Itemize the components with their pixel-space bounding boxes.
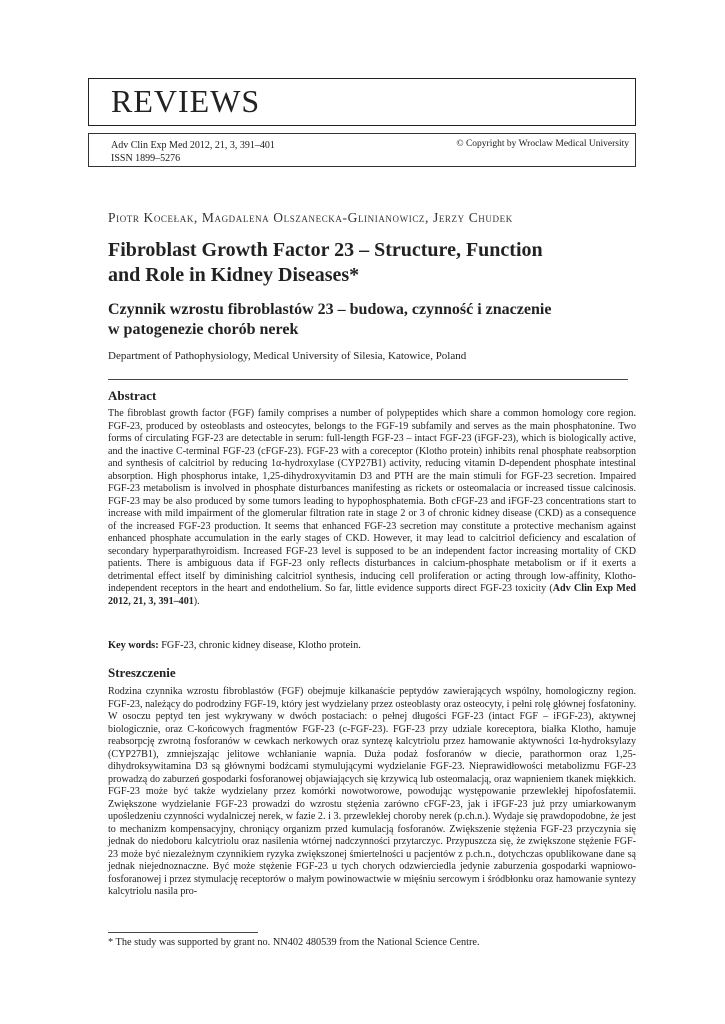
- article-title-pl: [108, 300, 628, 340]
- keywords-line: [108, 640, 361, 651]
- keywords-label: Key words:: [108, 640, 159, 651]
- footnote: * The study was supported by grant no. NN402 480539 from the National Science Centre.: [108, 937, 480, 948]
- title-en-line-1: Fibroblast Growth Factor 23 – Structure, Function: [108, 239, 543, 261]
- article-title-en: [108, 238, 608, 288]
- abstract-heading: Abstract: [108, 388, 157, 403]
- journal-issn: ISSN 1899–5276: [111, 153, 181, 164]
- journal-meta-box: [88, 133, 636, 167]
- copyright-notice: © Copyright by Wroclaw Medical University: [456, 139, 629, 149]
- title-pl-line-2: w patogenezie chorób nerek: [108, 321, 299, 338]
- footnote-divider: [108, 932, 258, 933]
- streszczenie-heading: Streszczenie: [108, 665, 176, 680]
- abstract-citation: Adv Clin Exp Med 2012, 21, 3, 391–401: [108, 583, 637, 607]
- streszczenie-body: Rodzina czynnika wzrostu fibroblastów (FGF) obejmuje kilkanaście peptydów zawierających wspólny, homologiczny region. FGF-23, należący do podrodziny FGF-19, który jest wydzielany przez osteoblasty oraz osteocyty, i pełni rolę głównej fosfatoniny. W osoczu peptyd ten jest wykrywany w dwóch postaciach: o pełnej długości FGF-23 (intact FGF – iFGF-23), aktywnej biologicznie, oraz C-końcowych fragmentów FGF-23 (c-FGF-23). FGF-23 przy udziale koreceptora, białka Klotho, hamuje reabsorpcję zwrotną fosforanów w cewkach nerkowych oraz syntezę kalcytriolu przez hamowanie aktywności 1α-hydroksylazy (CYP27B1), zmniejszając jelitowe wchłanianie wapnia. Duża podaż fosforanów w diecie, parathormon oraz 1,25-dihydroksywitamina D3 są głównymi bodźcami stymulującymi wydzielanie FGF-23. Nieprawidłowości metabolizmu FGF-23 prowadzą do zaburzeń gospodarki fosforanowej objawiających się krzywicą lub osteomalacją, oraz wapnieniem tkanek miękkich. FGF-23 może być także wydzielany przez komórki nowotworowe, powodując występowanie przewlekłej hipofosfatemii. Zwiększone wydzielanie FGF-23 prowadzi do wzrostu stężenia zarówno cFGF-23, jak i iFGF-23 już przy umiarkowanym upośledzeniu czynności wydalniczej nerek, w fazie 2. i 3. przewlekłej choroby nerek (p.ch.n.). Wydaje się prawdopodobne, że jest to mechanizm kompensacyjny, chroniący organizm przed kumulacją fosforanów. Zwiększenie stężenia FGF-23 przyczynia się jednak do niedoboru kalcytriolu oraz nasilenia wtórnej nadczynności przytarczyc. Przypuszcza się, że zwiększone stężenie FGF-23 może być niezależnym czynnikiem ryzyka zwiększonej śmiertelności u pacjentów z p.ch.n., dotychczas opublikowane dane są jednak niejednoznaczne. Być może stężenie FGF-23 u tych chorych odzwierciedla jedynie zaburzenia gospodarki wapniowo-fosforanowej i przez stymulację receptorów o małym powinowactwie w mięśniu sercowym i śródbłonku oraz hamowanie syntezy kalcytriolu nasila pro-: [108, 686, 636, 897]
- journal-citation-block: [111, 139, 275, 165]
- abstract-body: [108, 408, 636, 608]
- section-label: REVIEWS: [111, 83, 261, 119]
- title-en-line-2: and Role in Kidney Diseases*: [108, 264, 360, 286]
- title-pl-line-1: Czynnik wzrostu fibroblastów 23 – budowa, czynność i znaczenie: [108, 301, 552, 318]
- reviews-banner: [88, 78, 636, 126]
- keywords-value: FGF-23, chronic kidney disease, Klotho protein.: [158, 640, 361, 651]
- abstract-text-end: ).: [193, 595, 200, 607]
- affiliation: Department of Pathophysiology, Medical University of Silesia, Katowice, Poland: [108, 350, 467, 362]
- journal-citation: Adv Clin Exp Med 2012, 21, 3, 391–401: [111, 140, 275, 151]
- author-list: Piotr Kocełak, Magdalena Olszanecka-Glinianowicz, Jerzy Chudek: [108, 210, 513, 225]
- abstract-text: The fibroblast growth factor (FGF) family comprises a number of polypeptides which share a common homology core region. FGF-23, produced by osteoblasts and osteocytes, belongs to the FGF-19 subfamily and serves as the main phosphatonine. Two forms of circulating FGF-23 are detectable in serum: full-length FGF-23 – intact FGF-23 (iFGF-23), which is biologically active, and the inactive C-terminal FGF-23 (cFGF-23). FGF-23 with a coreceptor (Klotho protein) inhibits renal phosphate reabsorption and synthesis of calcitriol by reducing 1α-hydroxylase (CYP27B1) activity, reducing vitamin D-dependent phosphate intestinal absorption. High phosphorus intake, 1,25-dihydroxyvitamin D3 and PTH are the main stimuli for FGF-23 secretion. Impaired FGF-23 metabolism is involved in phosphate disturbances manifesting as rickets or osteomalacia or increased tissue calcinosis. FGF-23 may be also produced by some tumors leading to hypophosphatemia. Both cFGF-23 and iFGF-23 concentrations start to increase with mild impairment of the glomerular filtration rate in stage 2 or 3 of chronic kidney disease (CKD) as a consequence of the increased FGF-23 production. It seems that enhanced FGF-23 secretion may constitute a protective mechanism against enhanced phosphate accumulation in the early stages of CKD. However, it may lead to calcitriol deficiency and escalation of secondary hyperparathyroidism. Increased FGF-23 level is supposed to be an independent factor increasing mortality of CKD patients. There is ambiguous data if FGF-23 only reflects disturbances in calcium-phosphate metabolism or if it exerts a detrimental effect itself by diminishing calcitriol synthesis, inducing cell proliferation or acting through low-affinity, Klotho-independent receptors in the heart and endothelium. So far, little evidence supports direct FGF-23 toxicity (: [108, 408, 636, 594]
- header-divider: [108, 379, 628, 380]
